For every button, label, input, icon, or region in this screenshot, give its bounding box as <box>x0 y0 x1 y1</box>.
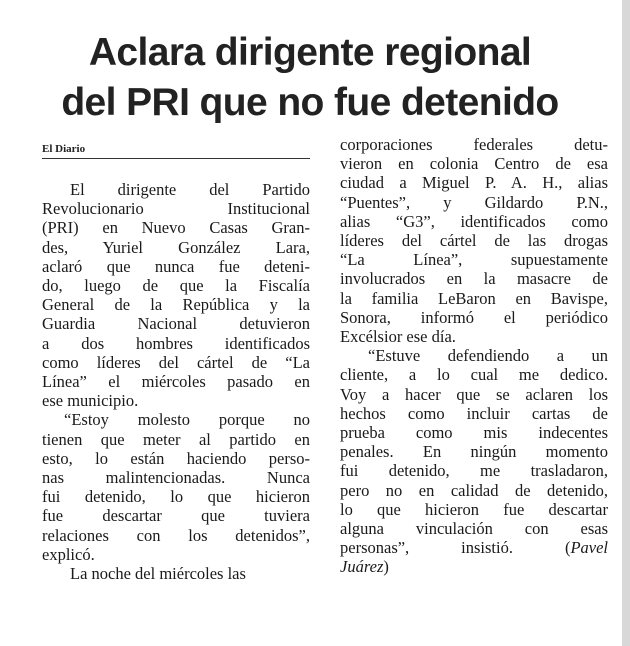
headline-line-2: del PRI que no fue detenido <box>61 81 559 125</box>
text-line: El dirigente del Partido <box>70 180 310 199</box>
text-line: Voy a hacer que se aclaren los <box>340 384 608 404</box>
text-line: explicó. <box>42 544 95 564</box>
article-column-right <box>340 135 608 577</box>
text-line: Excélsior ese día. <box>340 327 456 347</box>
text-line: alias “G3”, identificados como <box>340 211 608 231</box>
text-line: alguna vinculación con esas <box>340 519 608 539</box>
text-line: esto, lo están haciendo perso- <box>42 448 310 468</box>
text-line: fui detenido, me trasladaron, <box>340 461 608 481</box>
text-line: aclaró que nunca fue deteni- <box>42 256 310 276</box>
text-line: relaciones con los detenidos”, <box>42 525 310 545</box>
text-line: (PRI) en Nuevo Casas Gran- <box>42 218 310 238</box>
text-line: corporaciones federales detu- <box>340 135 608 154</box>
text-line <box>340 557 608 576</box>
text-line: a dos hombres identificados <box>42 333 310 353</box>
text-line: hechos como incluir cartas de <box>340 403 608 423</box>
author-credit: Pavel <box>570 538 608 558</box>
text-line: Línea” el miércoles pasado en <box>42 372 310 392</box>
text-line: “Puentes”, y Gildardo P.N., <box>340 192 608 212</box>
text-line: General de la República y la <box>42 295 310 315</box>
text-line: “Estoy molesto porque no <box>64 410 310 430</box>
text-line: “La Línea”, supuestamente <box>340 250 608 270</box>
text-line: vieron en colonia Centro de esa <box>340 154 608 174</box>
article-column-left <box>42 180 310 583</box>
text-line: Sonora, informó el periódico <box>340 307 608 327</box>
text-line: pero no en calidad de detenido, <box>340 480 608 500</box>
page-edge-shadow <box>622 0 630 646</box>
text-line: cliente, a lo cual me dedico. <box>340 365 608 385</box>
byline-rule <box>42 158 310 159</box>
author-credit: Juárez <box>340 557 384 577</box>
text-line: nas malintencionadas. Nunca <box>42 468 310 488</box>
text-line: la familia LeBaron en Bavispe, <box>340 288 608 308</box>
text-line: La noche del miércoles las <box>70 564 246 584</box>
text-line: tienen que meter al partido en <box>42 429 310 449</box>
text-line: do, luego de que la Fiscalía <box>42 276 310 296</box>
text-line: des, Yuriel González Lara, <box>42 237 310 257</box>
text-line: “Estuve defendiendo a un <box>368 346 608 366</box>
text-line <box>340 538 608 557</box>
text-run: ) <box>383 557 389 577</box>
text-line: como líderes del cártel de “La <box>42 352 310 372</box>
text-line: fui detenido, lo que hicieron <box>42 487 310 507</box>
text-line: líderes del cártel de las drogas <box>340 231 608 251</box>
text-line: ese municipio. <box>42 391 139 411</box>
text-line: Guardia Nacional detuvieron <box>42 314 310 334</box>
text-line: Revolucionario Institucional <box>42 199 310 219</box>
headline-line-1: Aclara dirigente regional <box>88 31 532 75</box>
text-line: prueba como mis indecentes <box>340 423 608 443</box>
headline <box>10 28 610 128</box>
text-line: involucrados en la masacre de <box>340 269 608 289</box>
text-line: penales. En ningún momento <box>340 442 608 462</box>
text-run: personas”, insistió. ( <box>340 538 571 558</box>
byline: El Diario <box>42 143 86 155</box>
text-line: ciudad a Miguel P. A. H., alias <box>340 173 608 193</box>
text-line: lo que hicieron fue descartar <box>340 499 608 519</box>
text-line: fue descartar que tuviera <box>42 506 310 526</box>
